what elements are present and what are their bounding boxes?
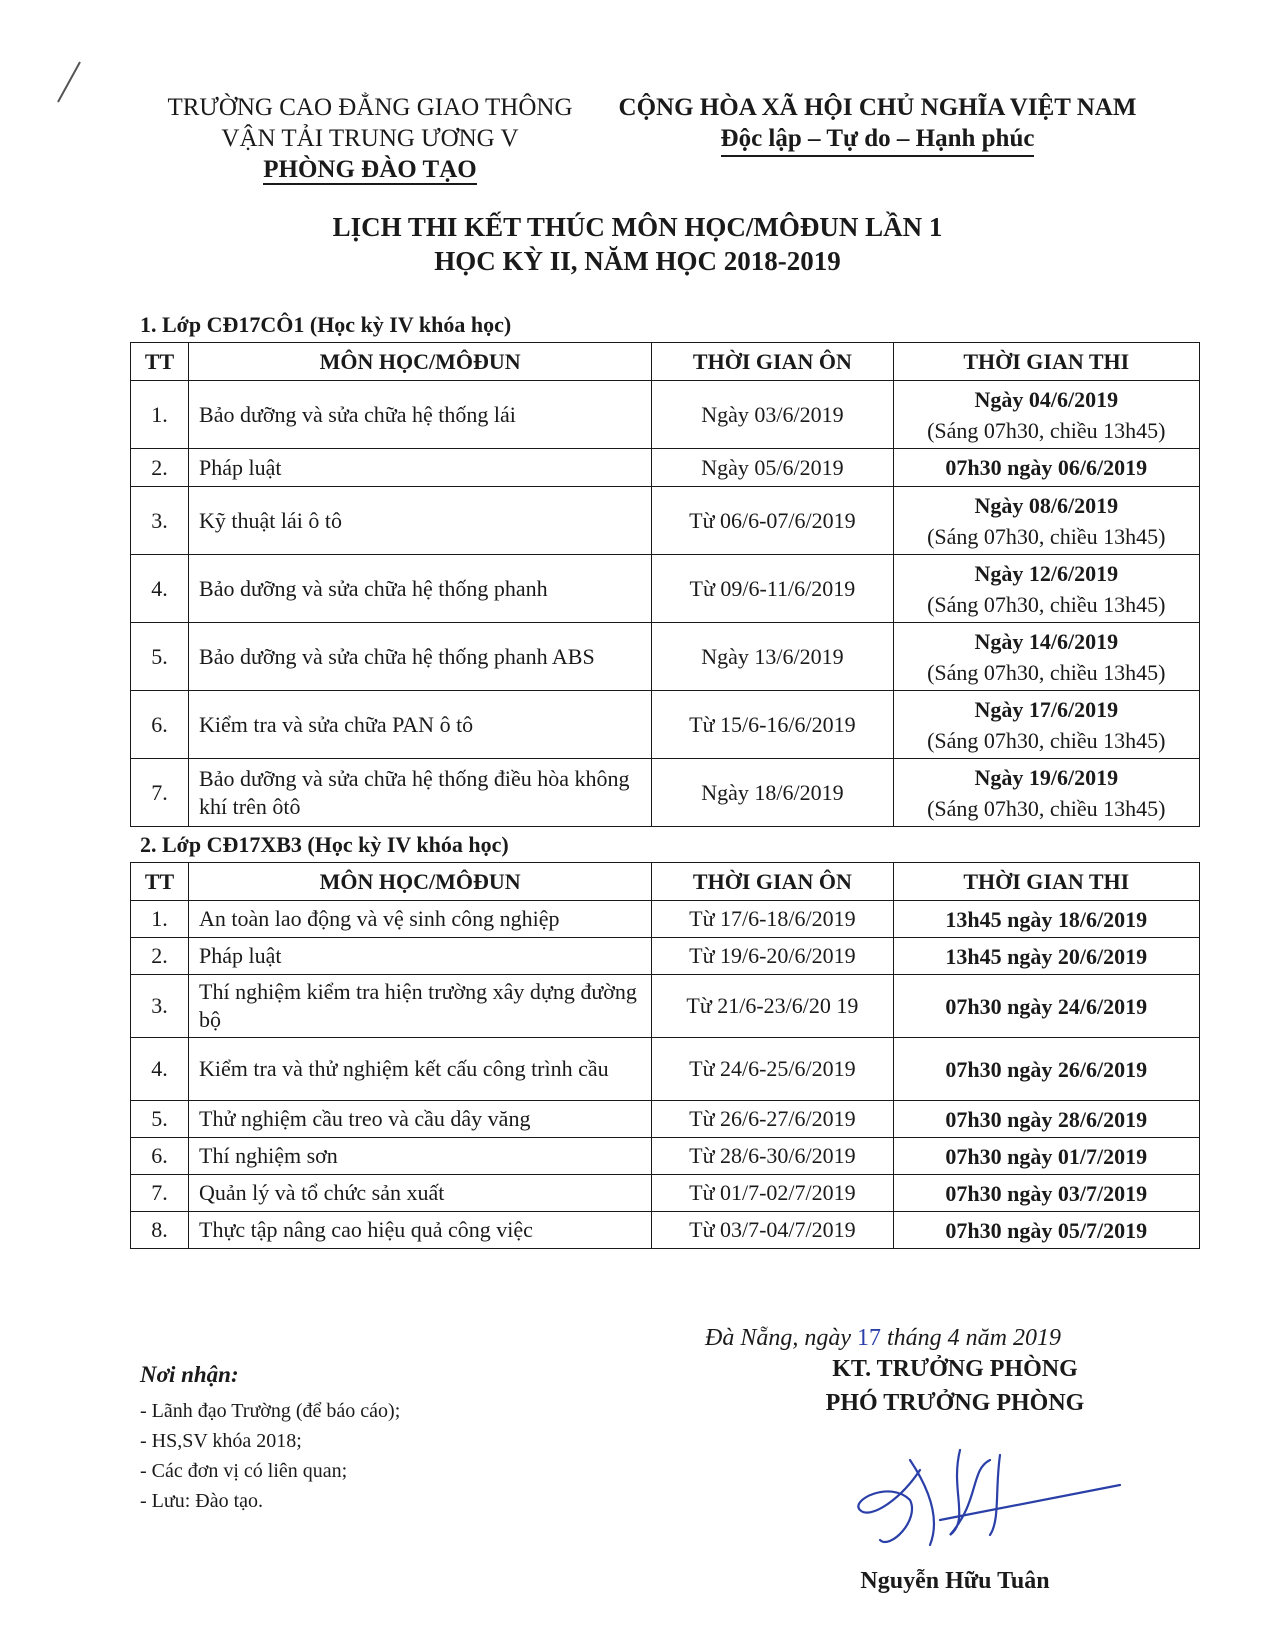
subject-name: Quản lý và tổ chức sản xuất: [189, 1175, 652, 1212]
exam-session-note: (Sáng 07h30, chiều 13h45): [927, 417, 1166, 443]
exam-time: [893, 555, 1199, 623]
sign-title-2: PHÓ TRƯỞNG PHÒNG: [825, 1390, 1085, 1416]
subject-name: Bảo dưỡng và sửa chữa hệ thống phanh ABS: [189, 623, 652, 691]
subject-name: An toàn lao động và vệ sinh công nghiệp: [189, 901, 652, 938]
schedule-table-2: [130, 862, 1200, 1249]
row-number: 5.: [131, 1101, 189, 1138]
row-number: 1.: [131, 901, 189, 938]
table-row: [131, 487, 1200, 555]
exam-time: 07h30 ngày 28/6/2019: [893, 1101, 1199, 1138]
subject-name: Thí nghiệm sơn: [189, 1138, 652, 1175]
exam-session-note: (Sáng 07h30, chiều 13h45): [927, 659, 1166, 685]
table-header-row: [131, 343, 1200, 381]
table-row: [131, 555, 1200, 623]
review-time: Từ 17/6-18/6/2019: [652, 901, 893, 938]
exam-session-note: (Sáng 07h30, chiều 13h45): [927, 795, 1166, 821]
exam-time: [893, 449, 1199, 487]
schedule-table-2-body: [131, 901, 1200, 1249]
table-row: [131, 759, 1200, 827]
exam-time: 13h45 ngày 18/6/2019: [893, 901, 1199, 938]
review-time: Từ 21/6-23/6/20 19: [652, 975, 893, 1038]
exam-time: 07h30 ngày 05/7/2019: [893, 1212, 1199, 1249]
subject-name: Thử nghiệm cầu treo và cầu dây văng: [189, 1101, 652, 1138]
review-time: Ngày 05/6/2019: [652, 449, 893, 487]
exam-time: [893, 623, 1199, 691]
title-line-2: HỌC KỲ II, NĂM HỌC 2018-2019: [434, 246, 841, 276]
pen-mark-icon: [48, 58, 88, 108]
row-number: 5.: [131, 623, 189, 691]
date-prefix: Đà Nẵng, ngày: [705, 1325, 851, 1351]
row-number: 6.: [131, 1138, 189, 1175]
subject-name: Thí nghiệm kiểm tra hiện trường xây dựng đường bộ: [189, 975, 652, 1038]
col-exam: THỜI GIAN THI: [893, 863, 1199, 901]
review-time: Ngày 13/6/2019: [652, 623, 893, 691]
exam-time: [893, 487, 1199, 555]
department-label: PHÒNG ĐÀO TẠO: [263, 156, 477, 183]
exam-date: Ngày 19/6/2019: [974, 764, 1119, 790]
table-row: [131, 975, 1200, 1038]
table-row: [131, 381, 1200, 449]
exam-session-note: (Sáng 07h30, chiều 13h45): [927, 523, 1166, 549]
review-time: Từ 26/6-27/6/2019: [652, 1101, 893, 1138]
department-name: [150, 154, 590, 185]
row-number: 8.: [131, 1212, 189, 1249]
exam-time: 07h30 ngày 03/7/2019: [893, 1175, 1199, 1212]
subject-name: Kiểm tra và thử nghiệm kết cấu công trình cầu: [189, 1038, 652, 1101]
exam-session-note: (Sáng 07h30, chiều 13h45): [927, 591, 1166, 617]
schedule-table-1: [130, 342, 1200, 827]
review-time: Từ 15/6-16/6/2019: [652, 691, 893, 759]
date-day: 17: [857, 1325, 881, 1351]
schedule-table-1-body: [131, 381, 1200, 827]
sign-title-1: KT. TRƯỞNG PHÒNG: [832, 1356, 1078, 1382]
col-review: THỜI GIAN ÔN: [652, 343, 893, 381]
recipient-item: - Các đơn vị có liên quan;: [140, 1460, 348, 1482]
exam-date: 07h30 ngày 06/6/2019: [945, 455, 1148, 480]
subject-name: Bảo dưỡng và sửa chữa hệ thống phanh: [189, 555, 652, 623]
table-row: [131, 1038, 1200, 1101]
row-number: 4.: [131, 555, 189, 623]
exam-time: 07h30 ngày 24/6/2019: [893, 975, 1199, 1038]
recipient-item: - Lãnh đạo Trường (để báo cáo);: [140, 1400, 401, 1422]
issue-date: [705, 1325, 1061, 1352]
republic-title: CỘNG HÒA XÃ HỘI CHỦ NGHĨA VIỆT NAM: [618, 94, 1137, 121]
document-title: [0, 210, 1275, 278]
subject-name: Kiểm tra và sửa chữa PAN ô tô: [189, 691, 652, 759]
review-time: Từ 01/7-02/7/2019: [652, 1175, 893, 1212]
exam-date: Ngày 14/6/2019: [974, 628, 1119, 654]
subject-name: Pháp luật: [189, 449, 652, 487]
review-time: Ngày 03/6/2019: [652, 381, 893, 449]
row-number: 7.: [131, 759, 189, 827]
row-number: 2.: [131, 938, 189, 975]
signer-name: Nguyễn Hữu Tuân: [860, 1568, 1050, 1594]
recipient-item: - Lưu: Đào tạo.: [140, 1490, 264, 1512]
subject-name: Thực tập nâng cao hiệu quả công việc: [189, 1212, 652, 1249]
recipients-list: [140, 1396, 400, 1516]
exam-date: Ngày 12/6/2019: [974, 560, 1119, 586]
exam-time: 07h30 ngày 26/6/2019: [893, 1038, 1199, 1101]
org-header: [150, 92, 590, 185]
exam-time: [893, 691, 1199, 759]
title-line-1: LỊCH THI KẾT THÚC MÔN HỌC/MÔĐUN LẦN 1: [332, 212, 943, 242]
section-2-heading: 2. Lớp CĐ17XB3 (Học kỳ IV khóa học): [140, 832, 509, 857]
row-number: 1.: [131, 381, 189, 449]
row-number: 3.: [131, 975, 189, 1038]
subject-name: Pháp luật: [189, 938, 652, 975]
table-header-row: [131, 863, 1200, 901]
review-time: Từ 28/6-30/6/2019: [652, 1138, 893, 1175]
table-row: [131, 691, 1200, 759]
row-number: 6.: [131, 691, 189, 759]
table-row: [131, 901, 1200, 938]
table-row: [131, 1101, 1200, 1138]
col-review: THỜI GIAN ÔN: [652, 863, 893, 901]
exam-session-note: (Sáng 07h30, chiều 13h45): [927, 727, 1166, 753]
review-time: Ngày 18/6/2019: [652, 759, 893, 827]
row-number: 3.: [131, 487, 189, 555]
recipients-title: Nơi nhận:: [140, 1362, 239, 1387]
exam-time: 13h45 ngày 20/6/2019: [893, 938, 1199, 975]
table-row: [131, 1212, 1200, 1249]
row-number: 7.: [131, 1175, 189, 1212]
date-suffix: tháng 4 năm 2019: [887, 1325, 1061, 1351]
exam-date: Ngày 08/6/2019: [974, 492, 1119, 518]
national-motto: Độc lập – Tự do – Hạnh phúc: [721, 123, 1035, 157]
col-tt: TT: [131, 863, 189, 901]
review-time: Từ 24/6-25/6/2019: [652, 1038, 893, 1101]
section-1-heading: 1. Lớp CĐ17CÔ1 (Học kỳ IV khóa học): [140, 312, 512, 337]
exam-time: [893, 759, 1199, 827]
table-row: [131, 1138, 1200, 1175]
exam-date: Ngày 04/6/2019: [974, 386, 1119, 412]
review-time: Từ 06/6-07/6/2019: [652, 487, 893, 555]
table-row: [131, 1175, 1200, 1212]
col-exam: THỜI GIAN THI: [893, 343, 1199, 381]
col-tt: TT: [131, 343, 189, 381]
table-row: [131, 938, 1200, 975]
subject-name: Bảo dưỡng và sửa chữa hệ thống lái: [189, 381, 652, 449]
row-number: 2.: [131, 449, 189, 487]
table-row: [131, 623, 1200, 691]
exam-date: Ngày 17/6/2019: [974, 696, 1119, 722]
org-line-1: TRƯỜNG CAO ĐẲNG GIAO THÔNG: [167, 94, 573, 121]
subject-name: Kỹ thuật lái ô tô: [189, 487, 652, 555]
exam-time: 07h30 ngày 01/7/2019: [893, 1138, 1199, 1175]
recipient-item: - HS,SV khóa 2018;: [140, 1430, 302, 1452]
org-line-2: VẬN TẢI TRUNG ƯƠNG V: [221, 125, 519, 152]
table-row: [131, 449, 1200, 487]
signature-icon: [850, 1440, 1130, 1560]
exam-time: [893, 381, 1199, 449]
national-header: [600, 92, 1155, 157]
row-number: 4.: [131, 1038, 189, 1101]
review-time: Từ 19/6-20/6/2019: [652, 938, 893, 975]
review-time: Từ 09/6-11/6/2019: [652, 555, 893, 623]
col-subject: MÔN HỌC/MÔĐUN: [189, 863, 652, 901]
col-subject: MÔN HỌC/MÔĐUN: [189, 343, 652, 381]
subject-name: Bảo dưỡng và sửa chữa hệ thống điều hòa không khí trên ôtô: [189, 759, 652, 827]
review-time: Từ 03/7-04/7/2019: [652, 1212, 893, 1249]
